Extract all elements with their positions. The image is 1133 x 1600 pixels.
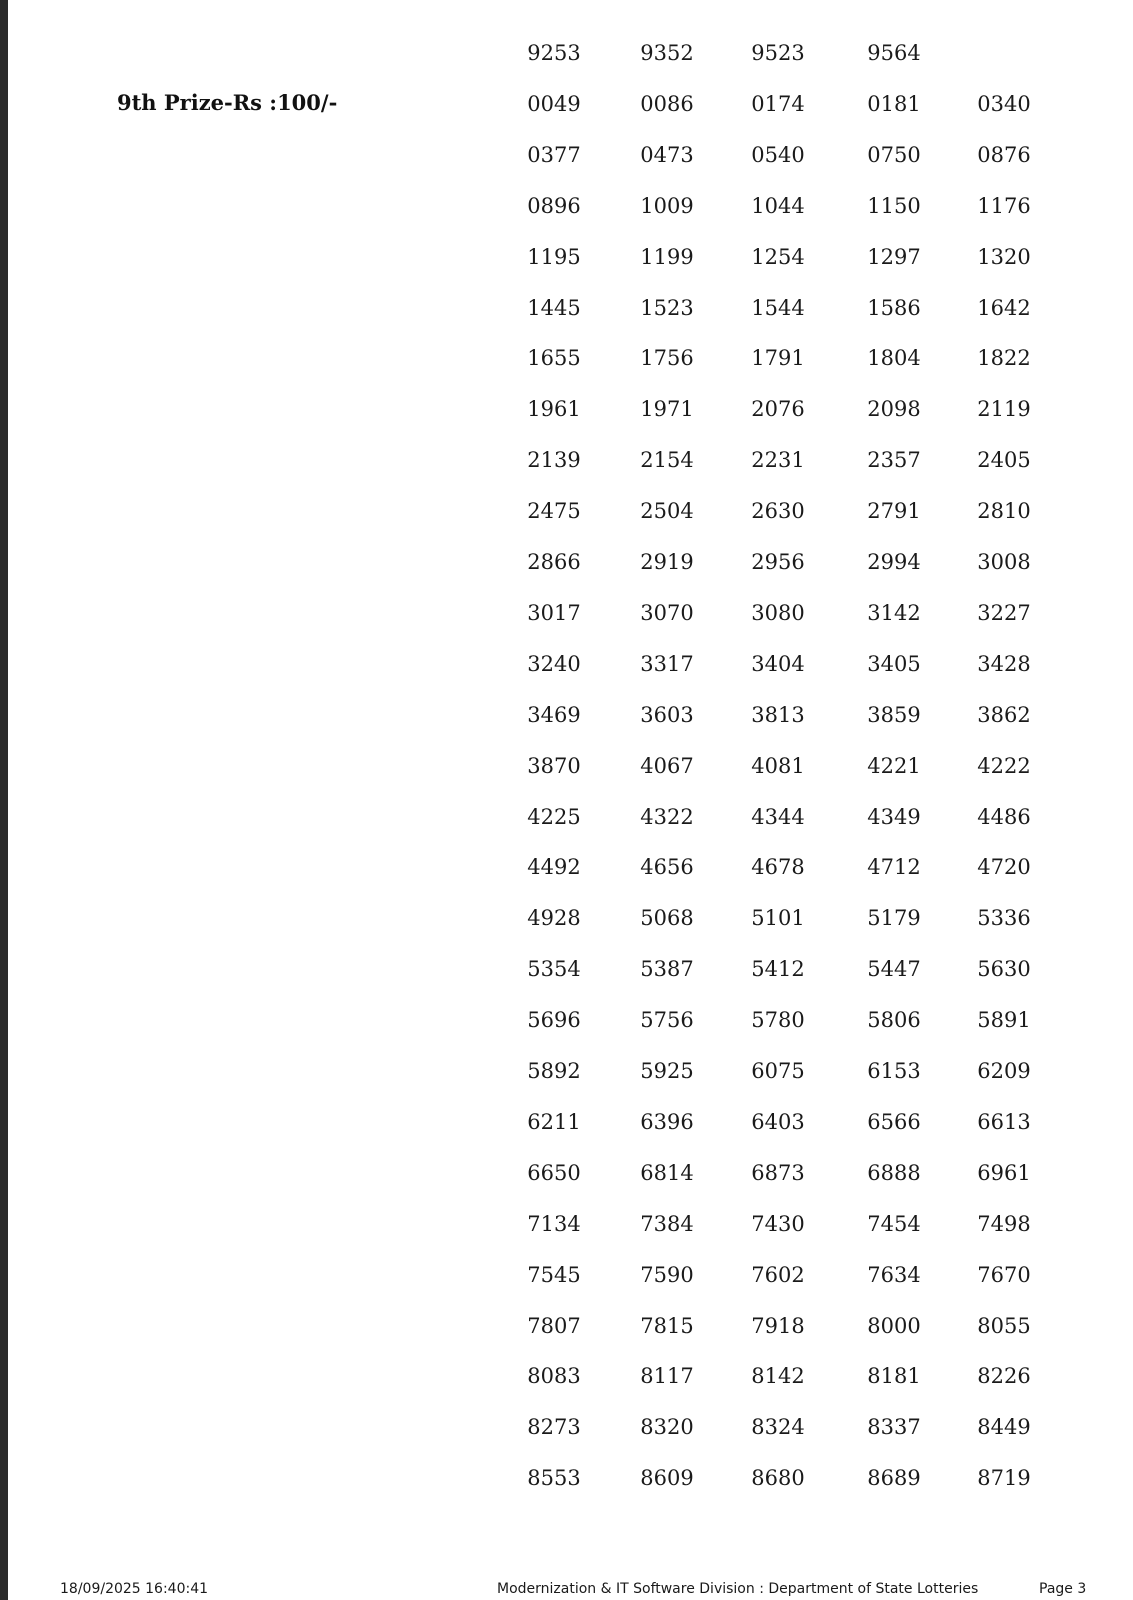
ticket-number: 4225 (527, 805, 581, 829)
ticket-number: 5892 (527, 1059, 581, 1083)
ticket-number: 4081 (751, 754, 805, 778)
ticket-number: 1044 (751, 194, 805, 218)
ticket-number: 4492 (527, 855, 581, 879)
ticket-number: 3008 (977, 550, 1031, 574)
ticket-number: 3317 (640, 652, 694, 676)
ticket-number: 8680 (751, 1466, 805, 1490)
ticket-number: 5068 (640, 906, 694, 930)
ticket-number: 5179 (867, 906, 921, 930)
ticket-number: 1586 (867, 296, 921, 320)
ticket-number: 9352 (640, 41, 694, 65)
ticket-number: 1804 (867, 346, 921, 370)
ticket-number: 3142 (867, 601, 921, 625)
ticket-number: 2791 (867, 499, 921, 523)
ticket-number: 7430 (751, 1212, 805, 1236)
ticket-number: 3428 (977, 652, 1031, 676)
ticket-number: 7807 (527, 1314, 581, 1338)
ticket-number: 8181 (867, 1364, 921, 1388)
ticket-number: 1445 (527, 296, 581, 320)
ticket-number: 6888 (867, 1161, 921, 1185)
ticket-number: 6211 (527, 1110, 581, 1134)
ticket-number: 2919 (640, 550, 694, 574)
ticket-number: 2405 (977, 448, 1031, 472)
ticket-number: 4322 (640, 805, 694, 829)
ticket-number: 6153 (867, 1059, 921, 1083)
ticket-number: 5387 (640, 957, 694, 981)
ticket-number: 4678 (751, 855, 805, 879)
ticket-number: 0049 (527, 92, 581, 116)
ticket-number: 2119 (977, 397, 1031, 421)
ticket-number: 5891 (977, 1008, 1031, 1032)
ticket-number: 8055 (977, 1314, 1031, 1338)
ticket-number: 1199 (640, 245, 694, 269)
ticket-number: 3862 (977, 703, 1031, 727)
ticket-number: 6961 (977, 1161, 1031, 1185)
ticket-number: 6403 (751, 1110, 805, 1134)
ticket-number: 8719 (977, 1466, 1031, 1490)
ticket-number: 1971 (640, 397, 694, 421)
ticket-number: 4067 (640, 754, 694, 778)
prize-label: 9th Prize-Rs :100/- (117, 90, 338, 115)
ticket-number: 3405 (867, 652, 921, 676)
ticket-number: 1791 (751, 346, 805, 370)
ticket-number: 0340 (977, 92, 1031, 116)
ticket-number: 5780 (751, 1008, 805, 1032)
ticket-number: 5696 (527, 1008, 581, 1032)
ticket-number: 1297 (867, 245, 921, 269)
ticket-number: 5354 (527, 957, 581, 981)
footer-timestamp: 18/09/2025 16:40:41 (60, 1581, 209, 1597)
ticket-number: 4928 (527, 906, 581, 930)
ticket-number: 4486 (977, 805, 1031, 829)
ticket-number: 2231 (751, 448, 805, 472)
ticket-number: 2994 (867, 550, 921, 574)
ticket-number: 3813 (751, 703, 805, 727)
ticket-number: 7602 (751, 1263, 805, 1287)
ticket-number: 7384 (640, 1212, 694, 1236)
ticket-number: 3080 (751, 601, 805, 625)
ticket-number: 7815 (640, 1314, 694, 1338)
ticket-number: 7634 (867, 1263, 921, 1287)
ticket-number: 3603 (640, 703, 694, 727)
ticket-number: 1642 (977, 296, 1031, 320)
ticket-number: 1320 (977, 245, 1031, 269)
ticket-number: 8142 (751, 1364, 805, 1388)
ticket-number: 0377 (527, 143, 581, 167)
ticket-number: 2357 (867, 448, 921, 472)
ticket-number: 6396 (640, 1110, 694, 1134)
ticket-number: 0540 (751, 143, 805, 167)
ticket-number: 8273 (527, 1415, 581, 1439)
ticket-number: 7545 (527, 1263, 581, 1287)
ticket-number: 6814 (640, 1161, 694, 1185)
ticket-number: 1150 (867, 194, 921, 218)
ticket-number: 8337 (867, 1415, 921, 1439)
ticket-number: 1544 (751, 296, 805, 320)
ticket-number: 8324 (751, 1415, 805, 1439)
ticket-number: 2504 (640, 499, 694, 523)
ticket-number: 0473 (640, 143, 694, 167)
ticket-number: 7590 (640, 1263, 694, 1287)
ticket-number: 4344 (751, 805, 805, 829)
ticket-number: 9564 (867, 41, 921, 65)
ticket-number: 2810 (977, 499, 1031, 523)
ticket-number: 8226 (977, 1364, 1031, 1388)
ticket-number: 5101 (751, 906, 805, 930)
ticket-number: 1009 (640, 194, 694, 218)
ticket-number: 1254 (751, 245, 805, 269)
ticket-number: 9253 (527, 41, 581, 65)
ticket-number: 8320 (640, 1415, 694, 1439)
ticket-number: 1756 (640, 346, 694, 370)
ticket-number: 4221 (867, 754, 921, 778)
ticket-number: 3017 (527, 601, 581, 625)
ticket-number: 3070 (640, 601, 694, 625)
ticket-number: 8609 (640, 1466, 694, 1490)
ticket-number: 5756 (640, 1008, 694, 1032)
ticket-number: 8000 (867, 1314, 921, 1338)
ticket-number: 4222 (977, 754, 1031, 778)
ticket-number: 0876 (977, 143, 1031, 167)
ticket-number: 5447 (867, 957, 921, 981)
ticket-number: 2154 (640, 448, 694, 472)
ticket-number: 3859 (867, 703, 921, 727)
ticket-number: 2866 (527, 550, 581, 574)
ticket-number: 2076 (751, 397, 805, 421)
ticket-number: 3404 (751, 652, 805, 676)
ticket-number: 2956 (751, 550, 805, 574)
ticket-number: 0181 (867, 92, 921, 116)
ticket-number: 7498 (977, 1212, 1031, 1236)
ticket-number: 8553 (527, 1466, 581, 1490)
ticket-number: 8117 (640, 1364, 694, 1388)
ticket-number: 6650 (527, 1161, 581, 1185)
ticket-number: 3870 (527, 754, 581, 778)
ticket-number: 4349 (867, 805, 921, 829)
ticket-number: 1655 (527, 346, 581, 370)
ticket-number: 7918 (751, 1314, 805, 1338)
ticket-number: 3240 (527, 652, 581, 676)
ticket-number: 4656 (640, 855, 694, 879)
ticket-number: 6613 (977, 1110, 1031, 1134)
ticket-number: 9523 (751, 41, 805, 65)
ticket-number: 6873 (751, 1161, 805, 1185)
ticket-number: 2139 (527, 448, 581, 472)
footer-division: Modernization & IT Software Division : Department of State Lotteries (497, 1581, 979, 1597)
ticket-number: 0896 (527, 194, 581, 218)
ticket-number: 6566 (867, 1110, 921, 1134)
ticket-number: 2098 (867, 397, 921, 421)
ticket-number: 3227 (977, 601, 1031, 625)
ticket-number: 5630 (977, 957, 1031, 981)
page-edge-bar (0, 0, 8, 1600)
ticket-number: 7670 (977, 1263, 1031, 1287)
ticket-number: 0750 (867, 143, 921, 167)
ticket-number: 4712 (867, 855, 921, 879)
ticket-number: 1195 (527, 245, 581, 269)
ticket-number: 5925 (640, 1059, 694, 1083)
ticket-number: 4720 (977, 855, 1031, 879)
ticket-number: 8449 (977, 1415, 1031, 1439)
ticket-number: 0174 (751, 92, 805, 116)
ticket-number: 8689 (867, 1466, 921, 1490)
ticket-number: 2475 (527, 499, 581, 523)
ticket-number: 5336 (977, 906, 1031, 930)
ticket-number: 1961 (527, 397, 581, 421)
ticket-number: 5806 (867, 1008, 921, 1032)
ticket-number: 0086 (640, 92, 694, 116)
ticket-number: 7134 (527, 1212, 581, 1236)
ticket-number: 6075 (751, 1059, 805, 1083)
footer-page-number: Page 3 (1039, 1581, 1087, 1597)
ticket-number: 3469 (527, 703, 581, 727)
ticket-number: 6209 (977, 1059, 1031, 1083)
ticket-number: 1176 (977, 194, 1031, 218)
ticket-number: 5412 (751, 957, 805, 981)
ticket-number: 2630 (751, 499, 805, 523)
ticket-number: 1523 (640, 296, 694, 320)
ticket-number: 8083 (527, 1364, 581, 1388)
ticket-number: 1822 (977, 346, 1031, 370)
ticket-number: 7454 (867, 1212, 921, 1236)
